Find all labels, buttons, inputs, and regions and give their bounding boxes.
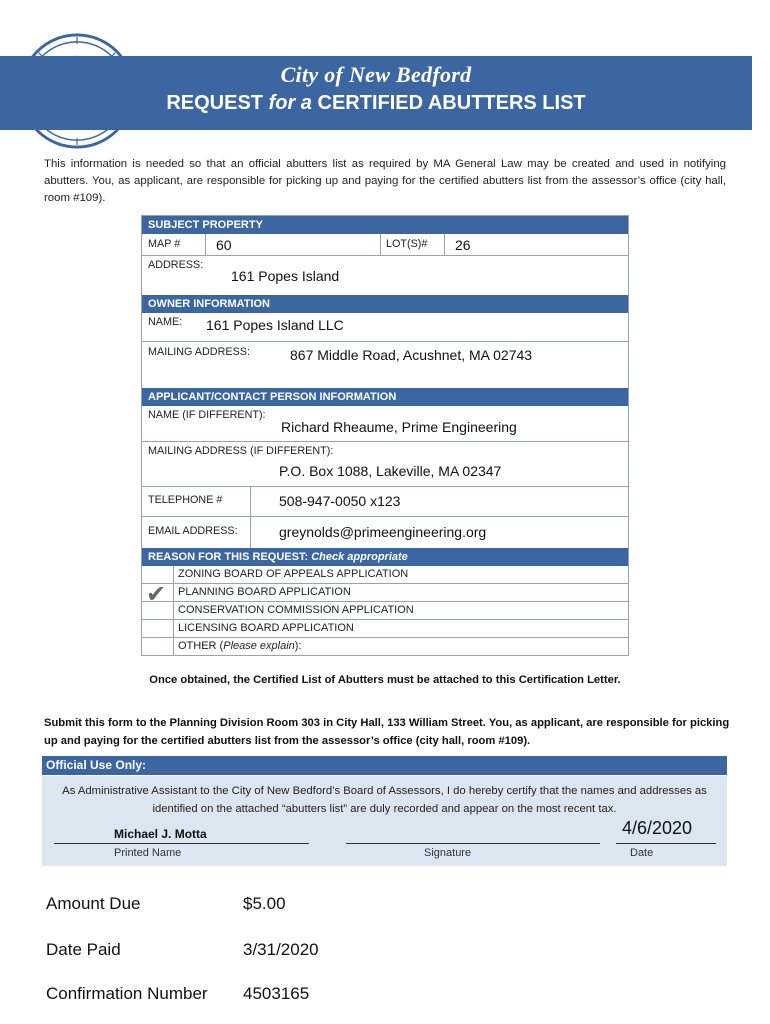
address-field[interactable]: 161 Popes Island bbox=[231, 268, 340, 284]
header-band bbox=[0, 56, 752, 130]
signature-caption: Signature bbox=[424, 847, 472, 859]
date-paid-label: Date Paid bbox=[46, 940, 121, 959]
confirmation-number-label: Confirmation Number bbox=[46, 984, 208, 1003]
certification-statement: As Administrative Assistant to the City of New Bedford’s Board of Assessors, I do hereby certify that the names and addresses as identified on the attached “abutters list” are duly recorded and appear on the most recent tax. bbox=[62, 785, 707, 815]
applicant-name-label: NAME (IF DIFFERENT): bbox=[148, 409, 266, 421]
lot-label: LOT(S)# bbox=[386, 238, 428, 250]
reason-option-conservation[interactable] bbox=[142, 601, 628, 619]
section-owner-information: OWNER INFORMATION bbox=[142, 295, 628, 313]
owner-name-row bbox=[142, 313, 628, 341]
request-form bbox=[141, 215, 629, 656]
amount-due-value: $5.00 bbox=[243, 894, 286, 913]
date-caption: Date bbox=[630, 847, 654, 859]
reason-option-licensing[interactable] bbox=[142, 619, 628, 637]
applicant-name-field[interactable]: Richard Rheaume, Prime Engineering bbox=[281, 419, 517, 435]
email-label: EMAIL ADDRESS: bbox=[148, 525, 238, 537]
printed-name-line bbox=[54, 843, 309, 844]
attach-note: Once obtained, the Certified List of Abutters must be attached to this Certification Letter. bbox=[149, 674, 621, 686]
official-use-panel bbox=[42, 776, 727, 866]
date-paid-value: 3/31/2020 bbox=[243, 940, 319, 959]
confirmation-number-value: 4503165 bbox=[243, 984, 310, 1003]
email-field[interactable]: greynolds@primeengineering.org bbox=[279, 524, 487, 540]
date-line bbox=[616, 843, 716, 844]
section-applicant-information: APPLICANT/CONTACT PERSON INFORMATION bbox=[142, 388, 628, 406]
reason-label-zoning: ZONING BOARD OF APPEALS APPLICATION bbox=[178, 568, 409, 580]
map-lot-row bbox=[142, 234, 628, 255]
telephone-row bbox=[142, 486, 628, 516]
section-subject-property: SUBJECT PROPERTY bbox=[142, 216, 628, 234]
printed-name-field[interactable]: Michael J. Motta bbox=[114, 827, 207, 841]
email-row bbox=[142, 516, 628, 548]
owner-name-label: NAME: bbox=[148, 316, 183, 328]
address-label: ADDRESS: bbox=[148, 259, 204, 271]
reason-label-planning: PLANNING BOARD APPLICATION bbox=[178, 586, 351, 598]
checkmark-icon: ✔ bbox=[146, 581, 167, 608]
applicant-mailing-field[interactable]: P.O. Box 1088, Lakeville, MA 02347 bbox=[279, 463, 502, 479]
reason-label-conservation: CONSERVATION COMMISSION APPLICATION bbox=[178, 604, 414, 616]
owner-name-field[interactable]: 161 Popes Island LLC bbox=[206, 317, 344, 333]
lot-field[interactable]: 26 bbox=[455, 237, 471, 253]
applicant-mailing-row bbox=[142, 441, 628, 486]
reason-label-licensing: LICENSING BOARD APPLICATION bbox=[178, 622, 354, 634]
applicant-name-row bbox=[142, 406, 628, 441]
reason-checkbox-licensing[interactable] bbox=[142, 620, 174, 637]
intro-text: This information is needed so that an official abutters list as required by MA General Law may be created and used in notifying abutters. You, as applicant, are responsible for picking up and paying for the certified abutters list from the assessor’s office (city hall, room #109). bbox=[44, 158, 726, 204]
reason-checkbox-conservation[interactable] bbox=[142, 602, 174, 619]
reason-option-other[interactable] bbox=[142, 637, 628, 655]
map-field[interactable]: 60 bbox=[216, 237, 232, 253]
telephone-label: TELEPHONE # bbox=[148, 494, 223, 506]
page-title: REQUEST for a CERTIFIED ABUTTERS LIST bbox=[166, 92, 586, 114]
date-field[interactable]: 4/6/2020 bbox=[622, 818, 693, 838]
applicant-mailing-label: MAILING ADDRESS (IF DIFFERENT): bbox=[148, 445, 334, 457]
telephone-field[interactable]: 508-947-0050 x123 bbox=[279, 493, 401, 509]
reason-checkbox-planning[interactable] bbox=[142, 581, 174, 608]
map-label: MAP # bbox=[148, 238, 181, 250]
section-reason: REASON FOR THIS REQUEST: Check appropriate bbox=[142, 548, 628, 566]
reason-option-planning[interactable] bbox=[142, 581, 628, 608]
official-use-heading: Official Use Only: bbox=[42, 756, 727, 775]
submit-note: Submit this form to the Planning Division Room 303 in City Hall, 133 William Street. You, as applicant, are responsible for picking up and paying for the certified abutters list from the assessor’s office (city hall, room #109). bbox=[44, 717, 730, 747]
reason-option-zoning[interactable] bbox=[142, 566, 628, 583]
owner-mailing-label: MAILING ADDRESS: bbox=[148, 346, 250, 358]
owner-mailing-row bbox=[142, 341, 628, 388]
signature-line bbox=[346, 843, 600, 844]
address-row bbox=[142, 255, 628, 295]
amount-due-label: Amount Due bbox=[46, 894, 141, 913]
owner-mailing-field[interactable]: 867 Middle Road, Acushnet, MA 02743 bbox=[290, 347, 533, 363]
city-name: City of New Bedford bbox=[280, 62, 472, 87]
reason-checkbox-other[interactable] bbox=[142, 638, 174, 655]
reason-label-other: OTHER (Please explain): bbox=[178, 640, 302, 652]
printed-name-caption: Printed Name bbox=[114, 847, 182, 859]
